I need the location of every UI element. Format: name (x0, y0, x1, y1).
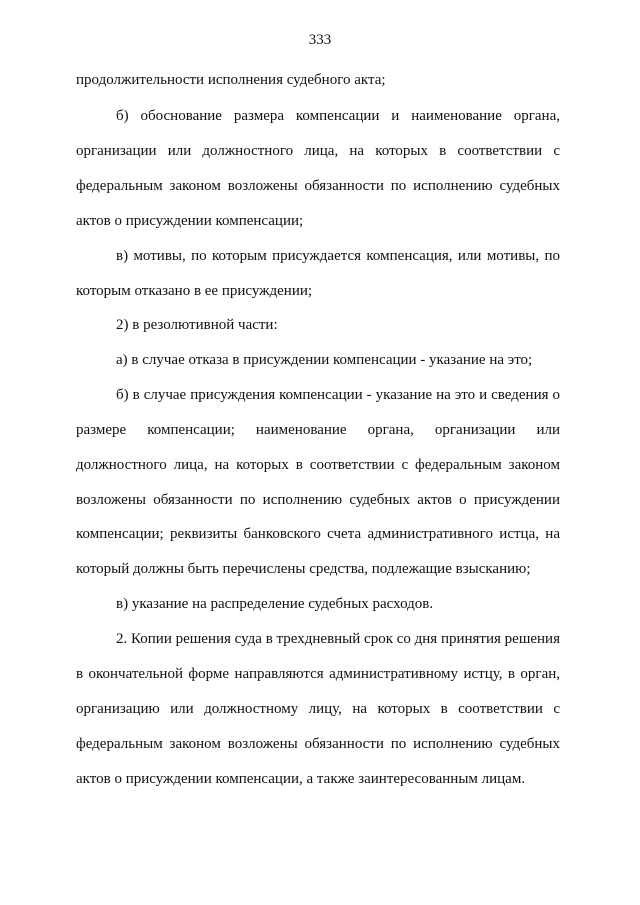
text-line: в окончательной форме направляются административному истцу, в орган, (76, 666, 560, 682)
text-line: организацию или должностному лицу, на которых в соответствии с (76, 701, 560, 717)
text-line: организации или должностного лица, на которых в соответствии с (76, 143, 560, 159)
text-line: возложены обязанности по исполнению судебных актов о присуждении (76, 492, 560, 508)
text-line: б) в случае присуждения компенсации - указание на это и сведения о (116, 387, 560, 403)
text-line: который должны быть перечислены средства, подлежащие взысканию; (76, 561, 531, 577)
text-line: федеральным законом возложены обязанности по исполнению судебных (76, 736, 560, 752)
text-line: в) указание на распределение судебных расходов. (116, 596, 434, 612)
text-line: 2) в резолютивной части: (116, 317, 278, 333)
text-line: размере компенсации; наименование органа, организации или (76, 422, 560, 438)
text-line: которым отказано в ее присуждении; (76, 283, 313, 299)
page-number: 333 (308, 32, 332, 48)
text-line: актов о присуждении компенсации; (76, 213, 304, 229)
text-line: 2. Копии решения суда в трехдневный срок со дня принятия решения (116, 631, 560, 647)
text-line: федеральным законом возложены обязанности по исполнению судебных (76, 178, 560, 194)
text-line: б) обоснование размера компенсации и наименование органа, (116, 108, 560, 124)
text-line: продолжительности исполнения судебного акта; (76, 72, 386, 88)
text-line: актов о присуждении компенсации, а также заинтересованным лицам. (76, 771, 526, 787)
text-line: в) мотивы, по которым присуждается компенсация, или мотивы, по (116, 248, 560, 264)
text-line: а) в случае отказа в присуждении компенсации - указание на это; (116, 352, 533, 368)
text-line: компенсации; реквизиты банковского счета административного истца, на (76, 526, 560, 542)
text-line: должностного лица, на которых в соответствии с федеральным законом (76, 457, 560, 473)
